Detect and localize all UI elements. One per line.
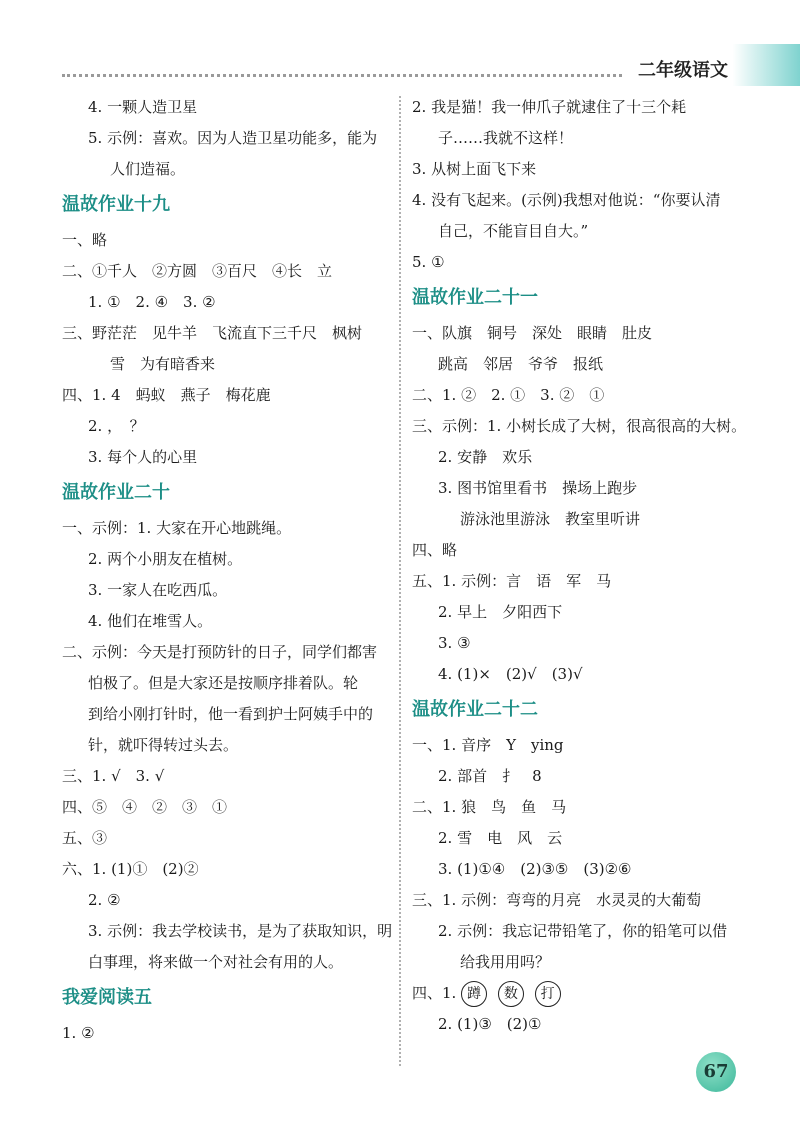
answer-line: 跳高 邻居 爷爷 报纸 [438, 355, 604, 373]
circled-char: 打 [535, 981, 561, 1007]
answer-line: 3. (1)①④ (2)③⑤ (3)②⑥ [438, 860, 632, 878]
answer-line: 1. ② [62, 1024, 95, 1042]
answer-line: 一、1. 音序 Y ying [412, 736, 564, 754]
answer-line: 2. 两个小朋友在植树。 [88, 550, 243, 568]
answer-line: 三、1. √ 3. √ [62, 767, 165, 785]
answer-line: 二、①千人 ②方圆 ③百尺 ④长 立 [62, 262, 333, 280]
answer-line: 2. 早上 夕阳西下 [438, 603, 563, 621]
answer-line: 2. 部首 扌 8 [438, 767, 542, 785]
circled-char: 蹲 [461, 981, 487, 1007]
answer-line: 2. 安静 欢乐 [438, 448, 533, 466]
section-title: 温故作业十九 [62, 194, 170, 215]
answer-line: 二、示例：今天是打预防针的日子，同学们都害 [62, 643, 378, 661]
answer-line: 针，就吓得转过头去。 [88, 736, 239, 754]
answer-line: 3. 一家人在吃西瓜。 [88, 581, 228, 599]
answer-line: 雪 为有暗香来 [110, 355, 216, 373]
answer-line: 到给小刚打针时，他一看到护士阿姨手中的 [88, 705, 374, 723]
answer-line-circled [412, 978, 742, 1009]
answer-line: 自己，不能盲目自大。” [438, 222, 589, 240]
answer-line: 3. 每个人的心里 [88, 448, 198, 466]
answer-line: 3. 示例：我去学校读书，是为了获取知识，明 [88, 922, 393, 940]
answer-line: 五、1. 示例：言 语 军 马 [412, 572, 612, 590]
answer-line: 四、略 [412, 541, 458, 559]
answer-line: 4. 没有飞起来。(示例)我想对他说：“你要认清 [412, 191, 721, 209]
answer-line: 五、③ [62, 829, 108, 847]
section-title: 我爱阅读五 [62, 987, 152, 1008]
answer-line: 2. (1)③ (2)① [438, 1015, 542, 1033]
answer-line: 3. 从树上面飞下来 [412, 160, 537, 178]
answer-line: 六、1. (1)① (2)② [62, 860, 199, 878]
section-title: 温故作业二十一 [412, 287, 538, 308]
answer-line: 四、1. 4 蚂蚁 燕子 梅花鹿 [62, 386, 271, 404]
answer-line: 3. ③ [438, 634, 471, 652]
answer-line: 三、野茫茫 见牛羊 飞流直下三千尺 枫树 [62, 324, 363, 342]
answer-line: 二、1. 狼 鸟 鱼 马 [412, 798, 567, 816]
answer-line: 一、示例：1. 大家在开心地跳绳。 [62, 519, 292, 537]
answer-line: 4. (1)× (2)√ (3)√ [438, 665, 583, 683]
answer-line: 子……我就不这样！ [438, 129, 574, 147]
answer-line: 2. 雪 电 风 云 [438, 829, 563, 847]
answer-line: 一、队旗 铜号 深处 眼睛 肚皮 [412, 324, 653, 342]
answer-line: 5. ① [412, 253, 445, 271]
circled-char: 数 [498, 981, 524, 1007]
answer-line: 二、1. ② 2. ① 3. ② ① [412, 386, 605, 404]
answer-line: 白事理，将来做一个对社会有用的人。 [88, 953, 344, 971]
answer-line: 怕极了。但是大家还是按顺序排着队。轮 [88, 674, 359, 692]
section-title: 温故作业二十 [62, 482, 170, 503]
answer-line: 游泳池里游泳 教室里听讲 [460, 510, 641, 528]
answer-line: 4. 他们在堆雪人。 [88, 612, 213, 630]
answer-line: 人们造福。 [110, 160, 186, 178]
answer-line: 四、⑤ ④ ② ③ ① [62, 798, 228, 816]
answer-line: 2. ， ？ [88, 417, 145, 435]
section-title: 温故作业二十二 [412, 699, 538, 720]
header-divider [62, 74, 622, 77]
answer-line: 三、1. 示例：弯弯的月亮 水灵灵的大葡萄 [412, 891, 702, 909]
answer-line: 1. ① 2. ④ 3. ② [88, 293, 216, 311]
column-divider [399, 96, 401, 1066]
answer-line: 2. 示例：我忘记带铅笔了，你的铅笔可以借 [438, 922, 728, 940]
page-number-badge: 67 [696, 1052, 736, 1092]
answer-line: 给我用用吗？ [460, 953, 551, 971]
page-header-title: 二年级语文 [638, 60, 728, 81]
answer-line: 2. 我是猫！我一伸爪子就逮住了十三个耗 [412, 98, 687, 116]
answer-line: 2. ② [88, 891, 121, 909]
answer-line: 3. 图书馆里看书 操场上跑步 [438, 479, 638, 497]
answer-line: 5. 示例：喜欢。因为人造卫星功能多，能为 [88, 129, 378, 147]
answer-line: 三、示例：1. 小树长成了大树，很高很高的大树。 [412, 417, 747, 435]
right-column [412, 92, 747, 1040]
answer-prefix: 四、1. [412, 984, 457, 1002]
left-column [62, 92, 392, 1049]
answer-line: 4. 一颗人造卫星 [88, 98, 198, 116]
answer-line: 一、略 [62, 231, 108, 249]
